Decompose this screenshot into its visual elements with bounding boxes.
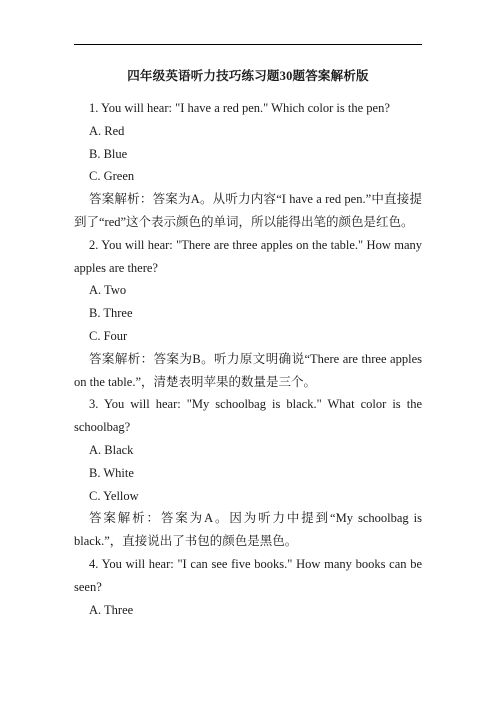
question-1-text: 1. You will hear: "I have a red pen." Which color is the pen?: [89, 101, 390, 115]
question-3-option-a: A. Black: [89, 442, 134, 457]
question-2-answer: 答案解析：答案为B。听力原文明确说“There are three apples on the table.”，清楚表明苹果的数量是三个。: [74, 351, 422, 389]
question-3-text: 3. You will hear: "My schoolbag is black." What color is the schoolbag?: [74, 397, 422, 435]
question-3-option-c: C. Yellow: [89, 488, 139, 503]
question-1-option-b: B. Blue: [89, 146, 128, 161]
question-4-text: 4. You will hear: "I can see five books." How many books can be seen?: [74, 556, 422, 594]
question-2-option-b: B. Three: [89, 306, 133, 321]
question-4-option-a: A. Three: [89, 602, 134, 617]
question-1-option-c: C. Green: [89, 169, 135, 184]
document-body: [74, 97, 422, 621]
document-title: 四年级英语听力技巧练习题30题答案解析版: [127, 69, 369, 83]
question-2-option-a: A. Two: [89, 283, 127, 298]
question-1-option-a: A. Red: [89, 123, 125, 138]
question-2-option-c: C. Four: [89, 328, 128, 343]
header-rule: [74, 44, 422, 45]
question-2-text: 2. You will hear: "There are three apples on the table." How many apples are there?: [74, 237, 422, 275]
question-3-option-b: B. White: [89, 465, 134, 480]
question-3-answer: 答案解析：答案为A。因为听力中提到“My schoolbag is black.”，直接说出了书包的颜色是黑色。: [74, 511, 422, 549]
question-1-answer: 答案解析：答案为A。从听力内容“I have a red pen.”中直接提到了“red”这个表示颜色的单词，所以能得出笔的颜色是红色。: [74, 192, 422, 229]
